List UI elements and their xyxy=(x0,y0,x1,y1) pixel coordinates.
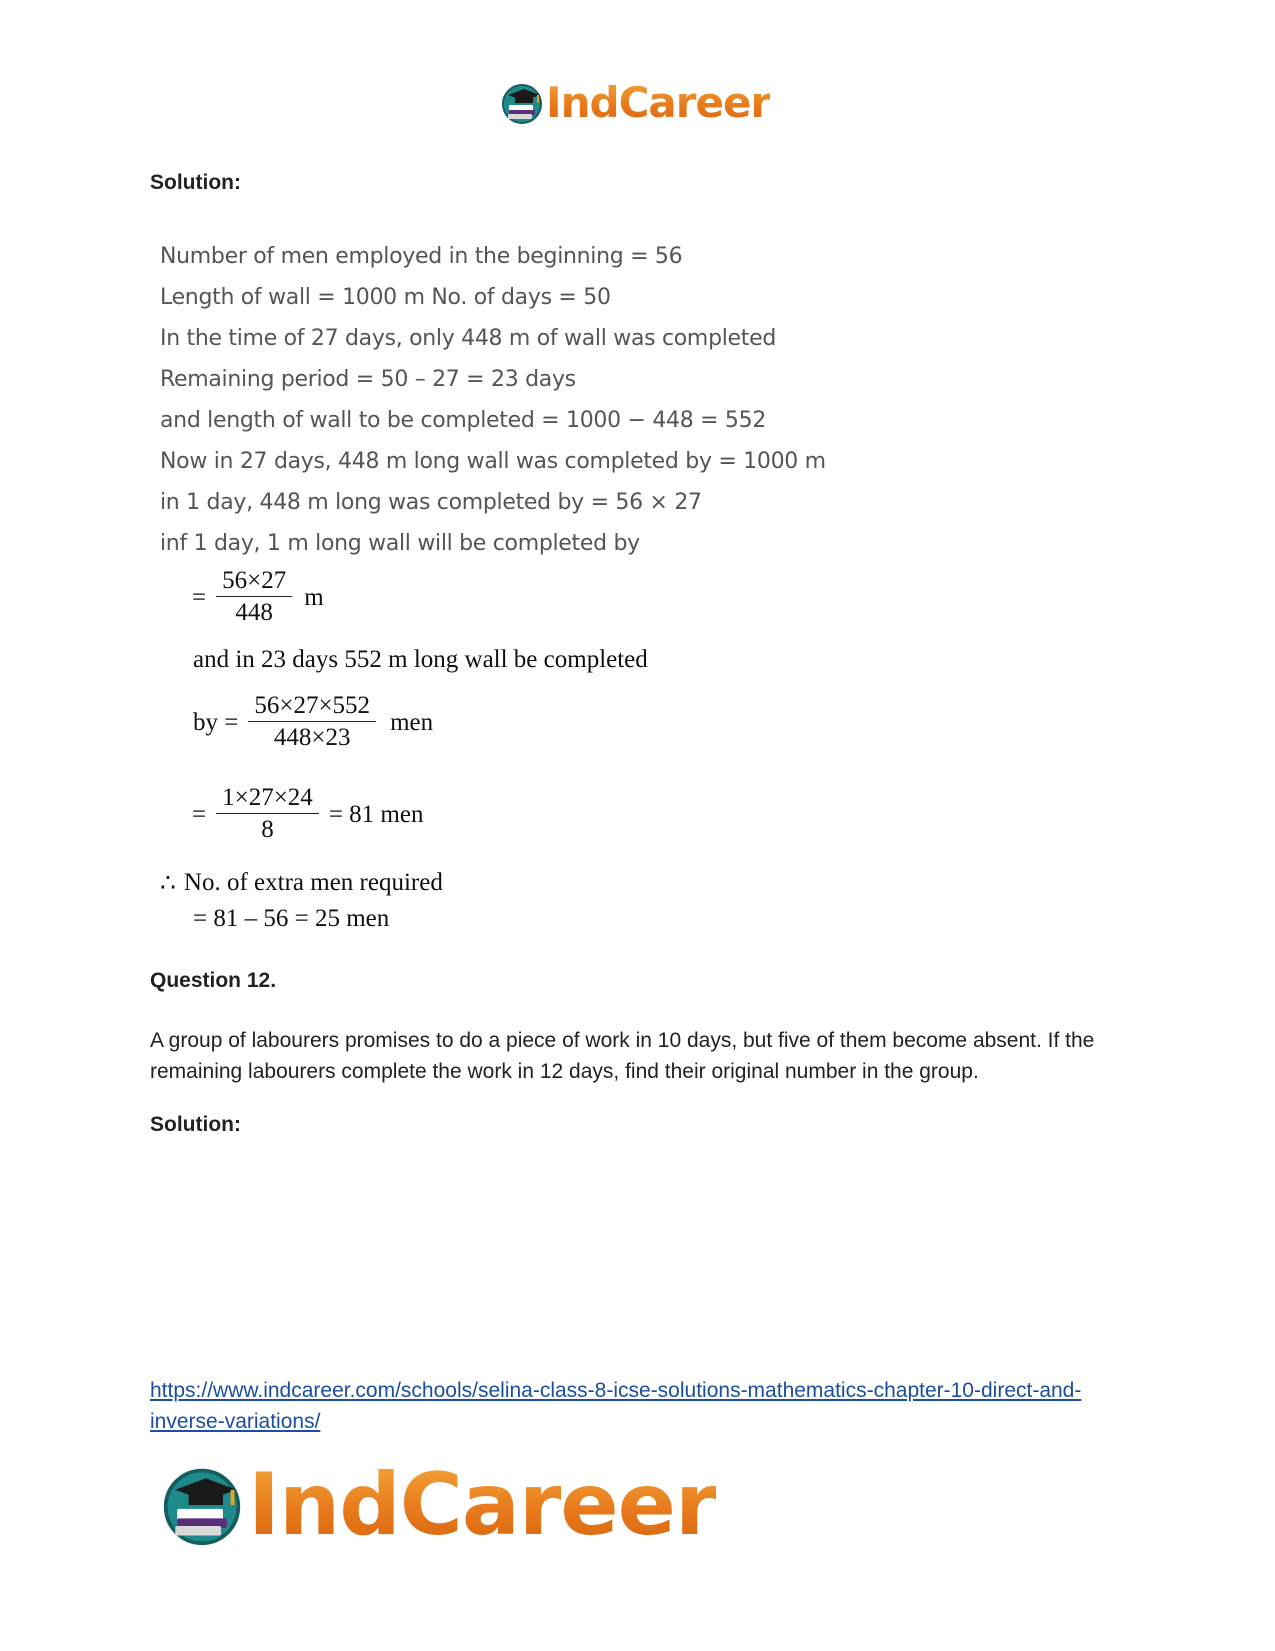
denominator: 8 xyxy=(261,816,274,843)
solution-line: Length of wall = 1000 m No. of days = 50 xyxy=(160,285,611,310)
solution-line: Remaining period = 50 – 27 = 23 days xyxy=(160,367,576,392)
unit: m xyxy=(304,583,324,611)
numerator: 56×27×552 xyxy=(254,692,371,719)
logo-wordmark: IndCareer xyxy=(546,78,771,127)
fraction xyxy=(216,566,292,629)
solution-line: Now in 27 days, 448 m long wall was completed by = 1000 m xyxy=(160,449,826,474)
numerator: 56×27 xyxy=(222,567,287,594)
denominator: 448×23 xyxy=(273,724,351,751)
equals-sign: = xyxy=(192,800,207,828)
solution-heading: Solution: xyxy=(150,1113,241,1136)
fraction xyxy=(216,783,319,846)
equals-sign: = xyxy=(192,583,207,611)
header-logo xyxy=(500,78,770,128)
equation-3 xyxy=(192,783,423,846)
solution-line: in 1 day, 448 m long was completed by = 56 × 27 xyxy=(160,490,702,515)
equation-2 xyxy=(193,691,433,754)
solution-line: In the time of 27 days, only 448 m of wall was completed xyxy=(160,326,777,351)
numerator: 1×27×24 xyxy=(222,784,313,811)
solution-text-block xyxy=(160,236,826,564)
question-text: A group of labourers promises to do a piece of work in 10 days, but five of them become absent. If the remaining labourers complete the work in 12 days, find their original number in the group. xyxy=(150,1029,1095,1083)
solution-heading: Solution: xyxy=(150,171,241,194)
therefore-symbol: ∴ xyxy=(160,870,176,897)
by-equals: by = xyxy=(193,708,239,736)
therefore-line xyxy=(160,868,443,898)
math-line: No. of extra men required xyxy=(183,869,443,896)
denominator: 448 xyxy=(235,599,273,626)
fraction xyxy=(248,691,376,754)
solution-line: inf 1 day, 1 m long wall will be completed by xyxy=(160,531,640,556)
solution-line: and length of wall to be completed = 1000 − 448 = 552 xyxy=(160,408,767,433)
footer-logo xyxy=(160,1455,717,1555)
result: = 81 men xyxy=(328,800,424,828)
unit: men xyxy=(390,708,434,736)
source-link[interactable]: https://www.indcareer.com/schools/selina-class-8-icse-solutions-mathematics-chapter-10-direct-and-inverse-variations/ xyxy=(150,1379,1082,1433)
math-line: and in 23 days 552 m long wall be completed xyxy=(193,646,648,673)
equation-1 xyxy=(192,566,324,629)
logo-wordmark: IndCareer xyxy=(248,1455,717,1555)
solution-line: Number of men employed in the beginning = 56 xyxy=(160,244,683,269)
graduation-book-icon xyxy=(500,81,544,125)
graduation-book-icon xyxy=(160,1463,244,1547)
question-heading: Question 12. xyxy=(150,969,277,992)
math-line: = 81 – 56 = 25 men xyxy=(193,905,390,932)
